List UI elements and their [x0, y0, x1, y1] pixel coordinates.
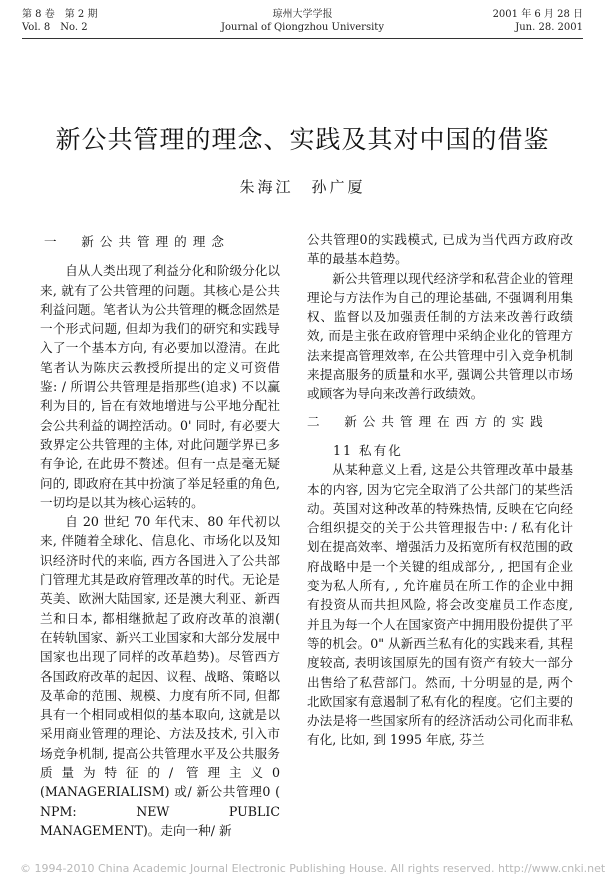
publication-date: [433, 8, 583, 34]
right-column: [307, 230, 573, 750]
publication-date-cn: 2001 年 6 月 28 日: [492, 9, 583, 20]
volume-issue-en: Vol. 8 No. 2: [22, 22, 88, 33]
body-paragraph: 自从人类出现了利益分化和阶级分化以来, 就有了公共管理的问题。其核心是公共利益问题。笔者认为公共管理的概念固然是一个形式问题, 但却为我们的研究和实践导入了一个基本方向, 有必要加以澄清。在此笔者认为陈庆云教授所提出的定义可资借鉴: / 所谓公共管理是指那些(追求) 不以赢利为目的, 旨在有效地增进与公平地分配社会公共利益的调控活动。0' 同时, 有必要大致界定公共管理的主体, 对此问题学界已多有争论, 在此毋不赘述。但有一点是毫无疑问的, 即政府在其中扮演了举足轻重的角色, 一切均是以其为核心运转的。: [40, 263, 280, 510]
journal-name: [150, 8, 455, 34]
journal-name-en: Journal of Qiongzhou University: [221, 22, 384, 33]
subsection-heading: 11 私有化: [333, 442, 403, 458]
publication-date-en: Jun. 28. 2001: [515, 22, 583, 33]
body-paragraph-continued: 公共管理0的实践模式, 已成为当代西方政府改革的最基本趋势。: [307, 232, 573, 267]
section-heading-1: 一 新公共管理的理念: [44, 234, 230, 249]
header-divider: [22, 38, 583, 39]
copyright-footer: © 1994-2010 China Academic Journal Electronic Publishing House. All rights reserved. http://www.cnki.net: [20, 862, 605, 875]
article-title: 新公共管理的理念、实践及其对中国的借鉴: [55, 125, 550, 154]
body-paragraph: 从某种意义上看, 这是公共管理改革中最基本的内容, 因为它完全取消了公共部门的某些活动。英国对这种改革的特殊热情, 反映在它向经合组织提交的关于公共管理报告中: / 私有化计划在提高效率、增强活力及拓宽所有权范围的政府战略中是一个关键的组成部分, , 把国有企业变为私人所有, , 允许雇员在所工作的企业中拥有投资从而共担风险, 将会改变雇员工作态度, 并且为每一个人在国家资产中拥用股份提供了平等的机会。0" 从新西兰私有化的实践来看, 其程度较高, 表明该国原先的国有资产有较大一部分出售给了私营部门。然而, 十分明显的是, 两个北欧国家有意遏制了私有化的程度。它们主要的办法是将一些国家所有的经济活动公司化而非私有化, 比如, 到 1995 年底, 芬兰: [307, 462, 573, 748]
volume-issue-cn: 第 8 卷 第 2 期: [22, 9, 98, 20]
body-paragraph: 自 20 世纪 70 年代末、80 年代初以来, 伴随着全球化、信息化、市场化以及知识经济时代的来临, 西方各国进入了公共部门管理尤其是政府管理改革的时代。无论是英美、欧洲大陆国家, 还是澳大利亚、新西兰和日本, 都相继掀起了政府改革的浪潮( 在转轨国家、新兴工业国家和大部分发展中国家也出现了同样的改革趋势)。尽管西方各国政府改革的起因、议程、战略、策略以及革命的范围、规模、力度有所不同, 但都具有一个相同或相似的基本取向, 这就是以采用商业管理的理论、方法及技术, 引入市场竞争机制, 提高公共管理水平及公共服务质量为特征的/ 管理主义0 (MANAGERIALISM) 或/ 新公共管理0 ( NPM: NEW PUBLIC MANAGEMENT)。走向一种/ 新: [40, 514, 280, 838]
journal-name-cn: 琼州大学学报: [272, 9, 333, 20]
left-column: [40, 230, 280, 840]
section-heading-2: 二 新公共管理在西方的实践: [307, 413, 549, 429]
body-paragraph: 新公共管理以现代经济学和私营企业的管理理论与方法作为自己的理论基础, 不强调利用集权、监督以及加强责任制的方法来改善行政绩效, 而是主张在政府管理中采纳企业化的管理方法来提高管理效率, 在公共管理中引入竞争机制来提高服务的质量和水平, 强调公共管理以市场或顾客为导向来改善行政绩效。: [307, 270, 573, 402]
article-authors: 朱海江 孙广厦: [239, 178, 366, 196]
